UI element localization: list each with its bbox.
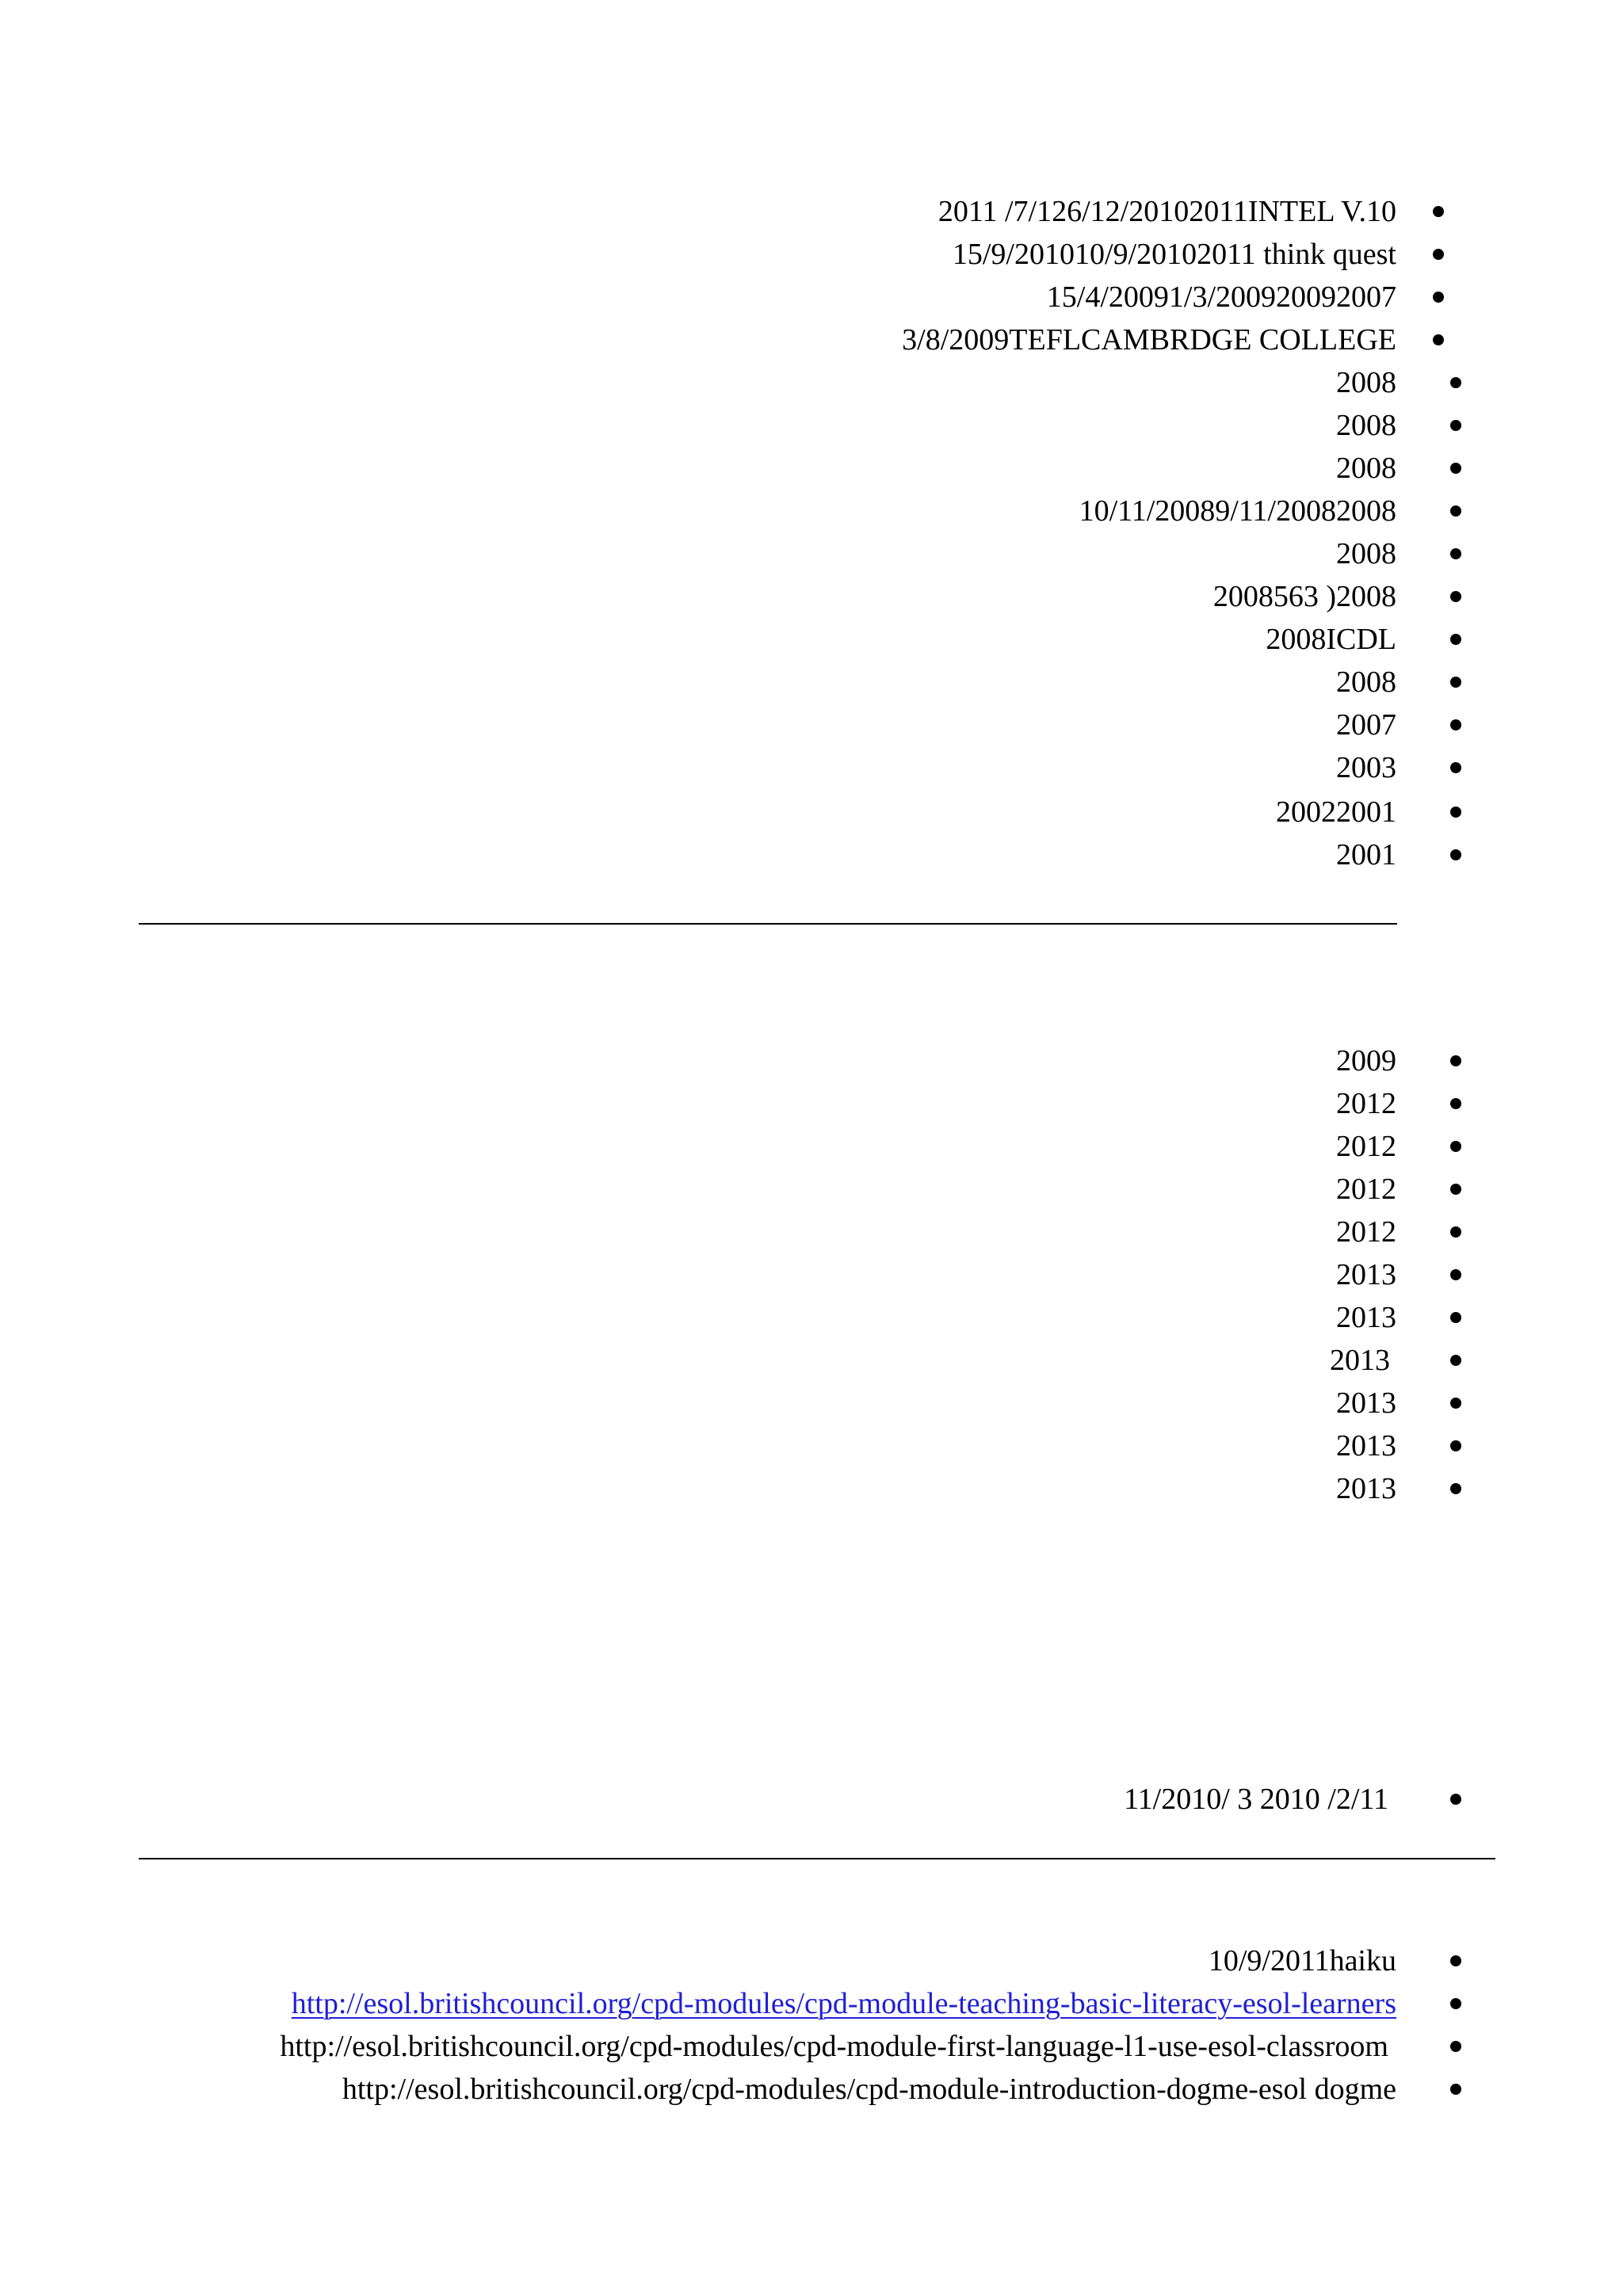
bullet-icon — [1433, 206, 1444, 217]
list-item-text: 2008ICDL — [1266, 623, 1396, 656]
list-item-text: 2008 — [1336, 366, 1396, 399]
list-item — [0, 318, 1396, 361]
bullet-icon — [1450, 591, 1461, 602]
list-item — [0, 1982, 1396, 2025]
list-item-text: 15/4/20091/3/200920092007 — [1046, 280, 1396, 314]
bullet-icon — [1450, 677, 1461, 688]
list-item-text: 15/9/201010/9/20102011 think quest — [952, 238, 1396, 271]
bullet-icon — [1450, 548, 1461, 559]
bullet-icon — [1450, 849, 1461, 860]
list-item — [0, 791, 1396, 833]
list-item-text: 2012 — [1336, 1130, 1396, 1163]
bullet-icon — [1433, 334, 1444, 345]
list-item-text: 3/8/2009TEFLCAMBRDGE COLLEGE — [902, 323, 1396, 357]
list-item-text: 2013 — [1336, 1386, 1396, 1420]
list-item-text: 2013 — [1330, 1344, 1390, 1377]
list-item-text: http://esol.britishcouncil.org/cpd-modules/cpd-module-first-language-l1-use-esol-classroom — [280, 2030, 1388, 2063]
list-item-text: 10/9/2011haiku — [1208, 1944, 1396, 1978]
list-item — [0, 361, 1396, 404]
list-item — [0, 1425, 1396, 1467]
bullet-icon — [1450, 1184, 1461, 1195]
list-item-text: 2013 — [1336, 1258, 1396, 1291]
list-item — [0, 1211, 1396, 1253]
list-item — [0, 490, 1396, 532]
list-item-text: 2001 — [1336, 838, 1396, 871]
list-item — [0, 1382, 1396, 1425]
bullet-icon — [1450, 1226, 1461, 1238]
list-item-text: 20022001 — [1276, 795, 1396, 829]
bullet-icon — [1450, 1398, 1461, 1409]
list-item-text: 2013 — [1336, 1301, 1396, 1334]
list-item-text: 2012 — [1336, 1173, 1396, 1206]
bullet-icon — [1450, 634, 1461, 645]
bullet-icon — [1450, 1269, 1461, 1280]
bullet-icon — [1450, 1355, 1461, 1366]
list-item-text: http://esol.britishcouncil.org/cpd-modules/cpd-module-introduction-dogme-esol dogme — [342, 2073, 1396, 2106]
list-item-text: 2008 — [1336, 666, 1396, 699]
bullet-icon — [1450, 1998, 1461, 2009]
bullet-icon — [1450, 1312, 1461, 1323]
section-divider — [139, 923, 1397, 925]
list-item — [0, 532, 1396, 575]
bullet-icon — [1450, 505, 1461, 517]
list-item — [0, 661, 1396, 704]
list-item-text: 2008 — [1336, 537, 1396, 570]
list-item — [0, 1778, 1388, 1821]
list-item — [0, 1082, 1396, 1125]
list-item — [0, 190, 1396, 233]
list-item-text: 2009 — [1336, 1044, 1396, 1077]
bullet-icon — [1450, 807, 1461, 818]
list-item — [0, 575, 1396, 618]
list-item — [0, 704, 1396, 746]
list-item-text: 2012 — [1336, 1215, 1396, 1249]
list-item-text: 11/2010/ 3 2010 /2/11 — [1124, 1783, 1388, 1816]
bullet-icon — [1450, 1440, 1461, 1451]
list-item-text: 2007 — [1336, 708, 1396, 742]
list-item — [0, 1296, 1396, 1339]
bullet-icon — [1450, 2041, 1461, 2052]
list-item — [0, 1467, 1396, 1510]
bullet-icon — [1433, 292, 1444, 303]
list-item — [0, 2068, 1396, 2111]
list-item-text: 2011 /7/126/12/20102011INTEL V.10 — [938, 195, 1396, 228]
list-item — [0, 1039, 1396, 1082]
list-item — [0, 2025, 1388, 2068]
bullet-icon — [1433, 249, 1444, 260]
bullet-icon — [1450, 377, 1461, 388]
list-item-text: 2008563 )2008 — [1212, 580, 1396, 613]
list-item — [0, 276, 1396, 318]
bullet-icon — [1450, 1055, 1461, 1066]
bullet-icon — [1450, 1098, 1461, 1109]
list-item-text: 10/11/20089/11/20082008 — [1079, 494, 1396, 528]
bullet-icon — [1450, 1955, 1461, 1966]
list-item — [0, 233, 1396, 276]
bullet-icon — [1450, 463, 1461, 474]
list-item-text: 2008 — [1336, 409, 1396, 442]
bullet-icon — [1450, 420, 1461, 431]
list-item — [0, 1125, 1396, 1168]
list-item — [0, 746, 1396, 789]
list-item-text: 2008 — [1336, 452, 1396, 485]
bullet-icon — [1450, 1141, 1461, 1152]
list-item-text: 2013 — [1336, 1429, 1396, 1463]
list-item — [0, 618, 1396, 661]
esol-module-link[interactable]: http://esol.britishcouncil.org/cpd-modules/cpd-module-teaching-basic-literacy-esol-learners — [291, 1987, 1396, 2020]
list-item-text: 2003 — [1336, 751, 1396, 784]
section-divider — [139, 1858, 1495, 1859]
list-item — [0, 833, 1396, 876]
bullet-icon — [1450, 719, 1461, 730]
list-item — [0, 447, 1396, 490]
list-item-text: 2012 — [1336, 1087, 1396, 1120]
list-item — [0, 1939, 1396, 1982]
bullet-icon — [1450, 762, 1461, 773]
bullet-icon — [1450, 2084, 1461, 2095]
list-item — [0, 1168, 1396, 1211]
list-item-text: 2013 — [1336, 1472, 1396, 1505]
bullet-icon — [1450, 1794, 1461, 1805]
list-item — [0, 404, 1396, 447]
list-item — [0, 1339, 1390, 1382]
list-item — [0, 1253, 1396, 1296]
bullet-icon — [1450, 1483, 1461, 1494]
